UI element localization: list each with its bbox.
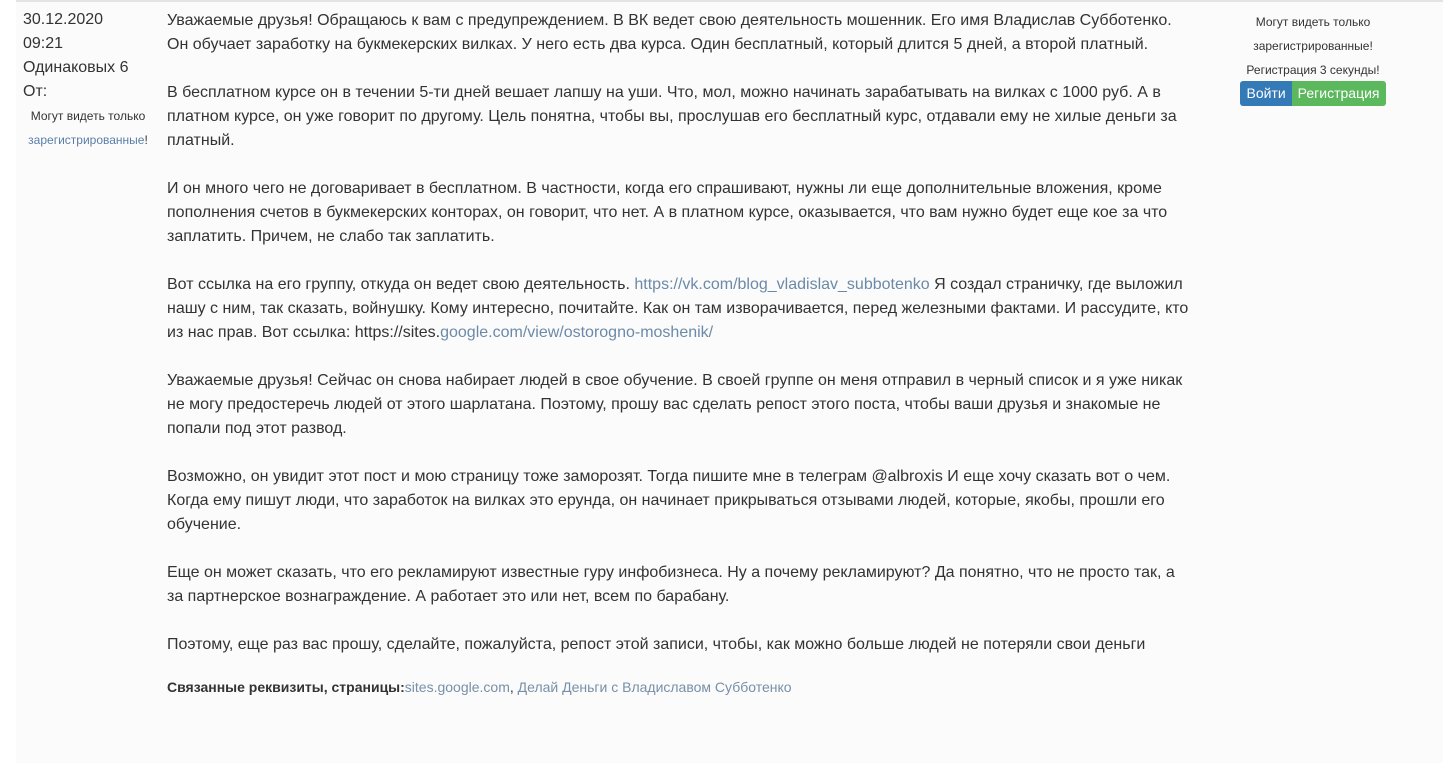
duplicates-count: Одинаковых 6 — [23, 59, 129, 76]
auth-note-line2: зарегистрированные! — [1253, 39, 1373, 53]
post-paragraph: Возможно, он увидит этот пост и мою страницу тоже заморозят. Тогда пишите мне в телеграм @albroxis И еще хочу сказать вот о чем. Когда ему пишут люди, что заработок на вилках это ерунда, он начинает прикрываться отзывами людей, которые, якобы, прошли его обучение. — [167, 468, 1171, 533]
post-paragraph: Уважаемые друзья! Обращаюсь к вам с предупреждением. В ВК ведет свою деятельность мошенник. Его имя Владислав Субботенко. Он обучает заработку на букмекерских вилках. У него есть два курса. Один бесплатный, который длится 5 дней, а второй платный. — [167, 12, 1172, 53]
post-row — [16, 0, 1443, 763]
post-paragraph-with-links — [167, 273, 1189, 345]
hidden-note-text: Могут видеть только — [30, 109, 146, 123]
paragraph-text: Я создал страничку, где выложил нашу с ним, так сказать, войнушку. Кому интересно, почитайте. Как он там изворачивается, перед железными фактами. И рассудите, кто из нас прав. Вот ссылка: https://sites. — [167, 276, 1189, 341]
related-pages — [167, 677, 1190, 697]
hidden-author-note — [20, 104, 156, 152]
post-time: 09:21 — [23, 35, 64, 52]
related-separator: , — [509, 679, 518, 695]
post-paragraph: Еще он может сказать, что его рекламируют известные гуру инфобизнеса. Ну а почему рекламируют? Да понятно, что не просто так, а за партнерское вознаграждение. А работает это или нет, всем по барабану. — [167, 564, 1175, 605]
vk-group-link[interactable]: https://vk.com/blog_vladislav_subbotenko — [634, 276, 930, 293]
login-button[interactable]: Войти — [1240, 81, 1291, 106]
hidden-note-line2 — [20, 128, 156, 152]
auth-note-line1: Могут видеть только — [1255, 15, 1371, 29]
related-link-sites-google[interactable]: sites.google.com — [404, 679, 510, 695]
exclamation: ! — [144, 133, 148, 147]
post-date: 30.12.2020 — [23, 11, 104, 28]
google-sites-link[interactable]: google.com/view/ostorogno-moshenik/ — [440, 324, 714, 341]
post-meta — [16, 2, 160, 763]
auth-buttons — [1213, 81, 1413, 106]
related-label: Связанные реквизиты, страницы: — [167, 679, 405, 695]
paragraph-text: Вот ссылка на его группу, откуда он ведет свою деятельность. — [167, 276, 635, 293]
auth-sidebar — [1190, 2, 1443, 763]
from-label: От: — [23, 83, 48, 100]
post-paragraph: Поэтому, еще раз вас прошу, сделайте, пожалуйста, репост этой записи, чтобы, как можно больше людей не потеряли свои деньги — [167, 636, 1146, 653]
post-paragraph: И он много чего не договаривает в бесплатном. В частности, когда его спрашивают, нужны ли еще дополнительные вложения, кроме пополнения счетов в букмекерских конторах, он говорит, что нет. А в платном курсе, оказывается, что вам нужно будет еще кое за что заплатить. Причем, не слабо так заплатить. — [167, 180, 1168, 245]
auth-note-line3: Регистрация 3 секунды! — [1246, 63, 1380, 77]
post-paragraph: Уважаемые друзья! Сейчас он снова набирает людей в свое обучение. В своей группе он меня отправил в черный список и я уже никак не могу предостеречь людей от этого шарлатана. Поэтому, прошу вас сделать репост этого поста, чтобы ваши друзья и знакомые не попали под этот развод. — [167, 372, 1183, 437]
post-body — [160, 2, 1190, 763]
post-paragraph: В бесплатном курсе он в течении 5-ти дней вешает лапшу на уши. Что, мол, можно начинать зарабатывать на вилках с 1000 руб. А в платном курсе, он уже говорит по другому. Цель понятна, чтобы вы, прослушав его бесплатный курс, отдавали ему не хилые деньги за платный. — [167, 84, 1177, 149]
related-link-delai-dengi[interactable]: Делай Деньги с Владиславом Субботенко — [517, 679, 792, 695]
registered-link[interactable]: зарегистрированные — [28, 133, 145, 147]
register-button[interactable]: Регистрация — [1292, 81, 1386, 106]
